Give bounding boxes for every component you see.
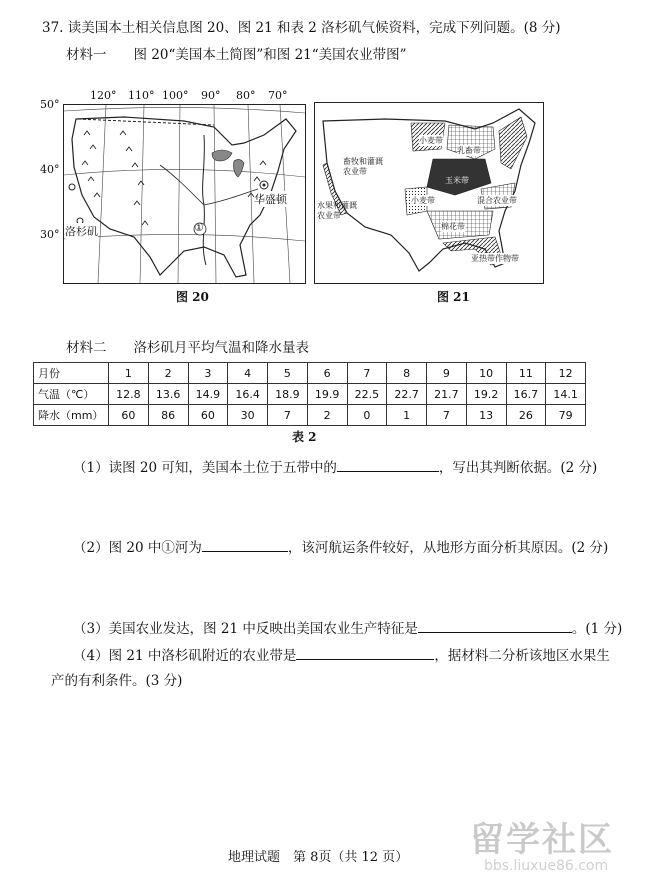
lat-label: 30° [40,228,60,241]
question-intro: 37. 读美国本土相关信息图 20、图 21 和表 2 洛杉矶气候资料，完成下列问题。(8 分) [42,20,561,36]
river-marker: ① [194,221,204,234]
q2-text-b: ，该河航运条件较好，从地形方面分析其原因。(2 分) [287,540,609,556]
belt-label: 小麦带 [411,196,435,205]
answer-blank-1[interactable] [337,458,439,472]
temp-cell: 12.8 [109,384,149,405]
question-2 [73,538,608,557]
temp-cell: 22.5 [347,384,387,405]
table-row [34,384,586,405]
answer-blank-2[interactable] [202,538,288,552]
month-cell: 12 [546,363,586,384]
lon-label: 120° [90,89,117,102]
lon-label: 100° [162,89,189,102]
month-cell: 10 [466,363,506,384]
city-label-washington: 华盛顿 [254,193,287,206]
figure-20-caption: 图 20 [176,290,209,304]
answer-blank-3[interactable] [418,619,572,633]
precip-cell: 13 [466,405,506,426]
lon-label: 110° [128,89,155,102]
page-footer: 地理试题 第 8页（共 12 页） [228,850,409,865]
q3-text-b: 。(1 分) [571,621,623,637]
temp-cell: 22.7 [387,384,427,405]
lat-label: 50° [40,98,60,111]
belt-label: 水果和灌溉农业带 [317,201,357,220]
question-4 [73,646,610,665]
month-cell: 11 [506,363,546,384]
precip-cell: 7 [268,405,308,426]
month-cell: 5 [268,363,308,384]
figure-21-caption: 图 21 [437,290,470,304]
precip-cell: 60 [109,405,149,426]
month-cell: 3 [188,363,228,384]
material-one-caption: 材料一 图 20“美国本土简图”和图 21“美国农业带图” [66,47,407,63]
belt-label: 混合农业带 [477,196,517,205]
precip-cell: 7 [427,405,467,426]
month-cell: 6 [307,363,347,384]
temp-cell: 14.1 [546,384,586,405]
q2-text-a: （2）图 20 中①河为 [73,540,202,556]
table-row [34,405,586,426]
belt-label: 玉米带 [445,176,469,185]
table-2-caption: 表 2 [292,430,317,444]
lon-label: 90° [201,89,221,102]
month-cell: 2 [148,363,188,384]
precip-cell: 79 [546,405,586,426]
city-label-los-angeles: 洛杉矶 [65,225,98,238]
temp-cell: 14.9 [188,384,228,405]
lon-label: 70° [268,89,288,102]
q4-text-a: （4）图 21 中洛杉矶附近的农业带是 [73,648,297,664]
belt-label: 乳畜带 [457,146,481,155]
row-header: 降水（mm） [34,405,109,426]
answer-blank-4[interactable] [296,646,434,660]
temp-cell: 13.6 [148,384,188,405]
climate-table [33,362,586,426]
temp-cell: 16.4 [228,384,268,405]
q1-text-a: （1）读图 20 可知，美国本土位于五带中的 [73,460,337,476]
precip-cell: 0 [347,405,387,426]
longitude-labels [90,89,310,103]
belt-label: 畜牧和灌溉农业带 [343,157,383,176]
row-header: 月份 [34,363,109,384]
month-cell: 8 [387,363,427,384]
belt-label: 小麦带 [419,136,443,145]
figure-21-map [314,102,544,284]
temp-cell: 21.7 [427,384,467,405]
question-3 [73,619,622,638]
precip-cell: 1 [387,405,427,426]
precip-cell: 26 [506,405,546,426]
row-header: 气温（℃） [34,384,109,405]
material-two-title: 材料二 洛杉矶月平均气温和降水量表 [66,340,309,356]
month-cell: 9 [427,363,467,384]
belt-label: 棉花带 [441,222,465,231]
q3-text-a: （3）美国农业发达，图 21 中反映出美国农业生产特征是 [73,621,418,637]
precip-cell: 2 [307,405,347,426]
q1-text-b: ，写出其判断依据。(2 分) [438,460,598,476]
belt-label: 亚热带作物带 [471,254,519,263]
q4-text-b: ，据材料二分析该地区水果生 [434,648,610,664]
month-cell: 7 [347,363,387,384]
question-4-cont: 产的有利条件。(3 分) [51,673,183,689]
temp-cell: 18.9 [268,384,308,405]
month-cell: 4 [228,363,268,384]
temp-cell: 19.9 [307,384,347,405]
precip-cell: 60 [188,405,228,426]
temp-cell: 16.7 [506,384,546,405]
watermark-logo: 留学社区 [470,820,614,860]
month-cell: 1 [109,363,149,384]
question-1 [73,458,597,477]
temp-cell: 19.2 [466,384,506,405]
watermark-url: bbs.liuxue86.com [484,858,609,874]
lon-label: 80° [236,89,256,102]
precip-cell: 30 [228,405,268,426]
lat-label: 40° [40,163,60,176]
figure-20-map [63,104,306,284]
table-row [34,363,586,384]
precip-cell: 86 [148,405,188,426]
